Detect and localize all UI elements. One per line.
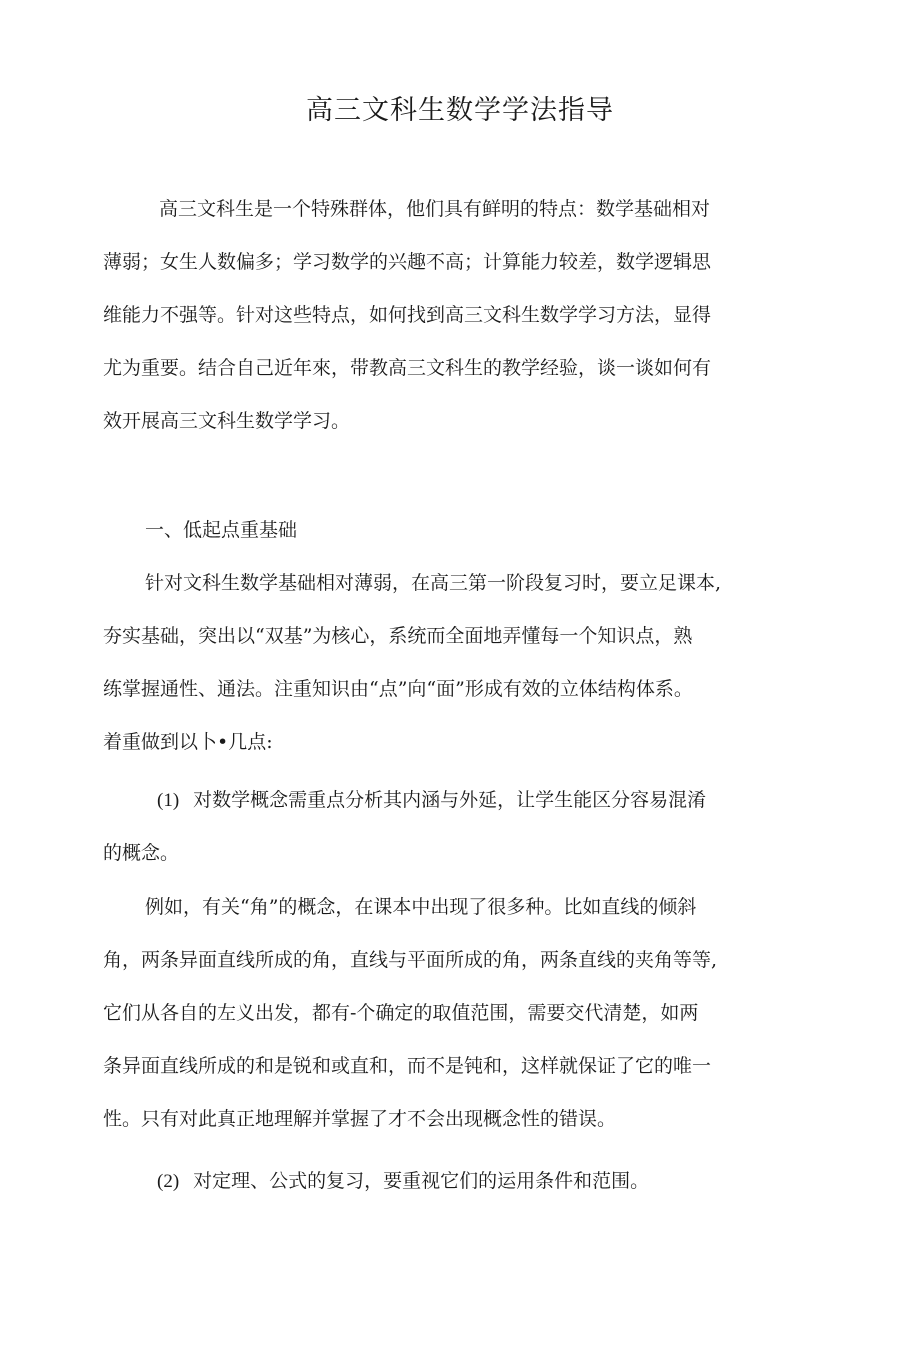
section-para-line-4: 着重做到以卜•几点: bbox=[103, 731, 273, 753]
section-heading: 一、低起点重基础 bbox=[145, 519, 298, 541]
list-item-1-number: (1) bbox=[157, 790, 180, 811]
intro-line-5: 效开展高三文科生数学学习。 bbox=[103, 410, 351, 432]
intro-line-4: 尤为重要。结合自己近年來，带教高三文科生的教学经验，谈一谈如何有 bbox=[103, 357, 712, 379]
list-item-1 bbox=[157, 787, 706, 814]
intro-line-1: 高三文科生是一个特殊群体，他们具有鲜明的特点：数学基础相对 bbox=[159, 198, 711, 220]
list-item-2-number: (2) bbox=[157, 1171, 180, 1192]
example-line-3: 它们从各自的左义出发，都有-个确定的取值范围，需要交代清楚，如两 bbox=[103, 1002, 699, 1024]
example-line-2: 角，两条异面直线所成的角，直线与平面所成的角，两条直线的夹角等等, bbox=[103, 949, 718, 971]
list-item-1-continuation: 的概念。 bbox=[103, 842, 180, 864]
document-title: 高三文科生数学学法指导 bbox=[306, 95, 614, 126]
list-item-1-text: 对数学概念需重点分析其内涵与外延，让学生能区分容易混淆 bbox=[193, 789, 707, 811]
list-item-2 bbox=[157, 1168, 649, 1195]
section-para-line-3: 练掌握通性、通法。注重知识由“点”向“面”形成有效的立体结构体系。 bbox=[103, 678, 693, 700]
example-line-4: 条异面直线所成的和是锐和或直和，而不是钝和，这样就保证了它的唯一 bbox=[103, 1055, 712, 1077]
example-line-1: 例如，有关“角”的概念，在课本中出现了很多种。比如直线的倾斜 bbox=[145, 896, 697, 918]
list-item-2-text: 对定理、公式的复习，要重视它们的运用条件和范围。 bbox=[193, 1170, 650, 1192]
intro-line-3: 维能力不强等。针对这些特点，如何找到高三文科生数学学习方法，显得 bbox=[103, 304, 712, 326]
section-para-line-2: 夯实基础，突出以“双基”为核心，系统而全面地弄懂每一个知识点，熟 bbox=[103, 625, 693, 647]
section-para-line-1: 针对文科生数学基础相对薄弱，在高三第一阶段复习时，要立足课本, bbox=[145, 572, 722, 594]
example-line-5: 性。只有对此真正地理解并掌握了才不会出现概念性的错误。 bbox=[103, 1108, 617, 1130]
intro-line-2: 薄弱；女生人数偏多；学习数学的兴趣不高；计算能力较差，数学逻辑思 bbox=[103, 251, 712, 273]
